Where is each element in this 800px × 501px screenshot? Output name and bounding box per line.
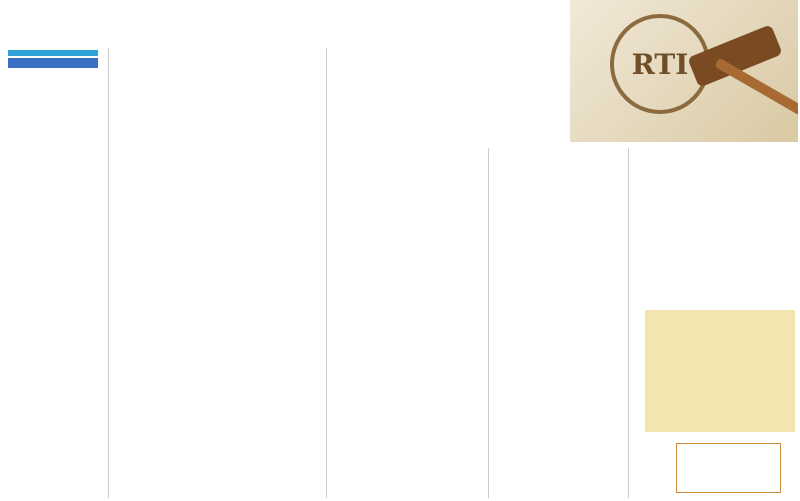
rti-stamp-text: RTI xyxy=(631,48,689,81)
answer-key xyxy=(645,310,795,432)
badge-line1 xyxy=(8,50,98,56)
page-title xyxy=(6,8,566,44)
rti-illustration xyxy=(570,0,798,142)
section-badge xyxy=(8,50,98,94)
divider xyxy=(628,148,629,498)
author-box xyxy=(676,443,781,493)
divider xyxy=(108,48,109,498)
gavel-handle xyxy=(714,58,798,117)
divider xyxy=(488,148,489,498)
divider xyxy=(326,48,327,498)
badge-line2 xyxy=(8,58,98,68)
